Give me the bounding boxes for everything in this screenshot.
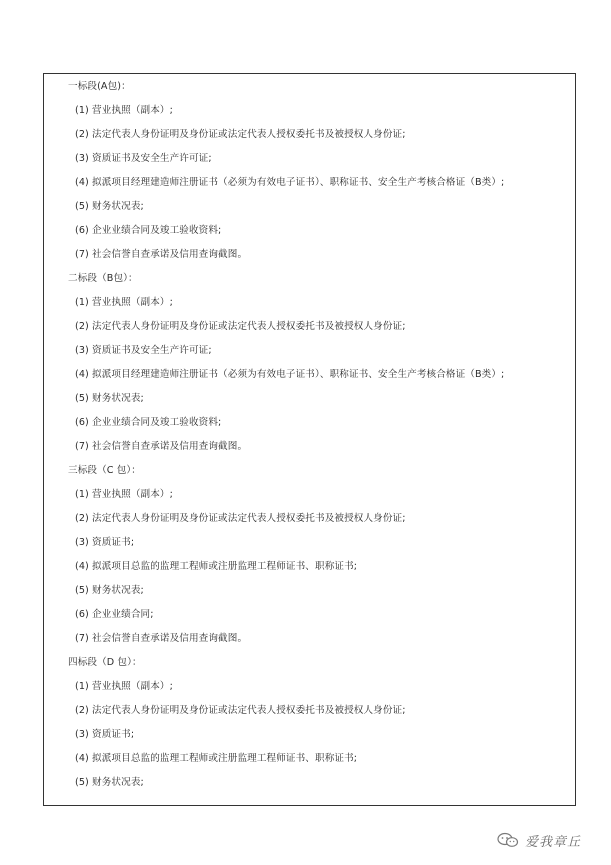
section-heading: 一标段(A包)： [68,81,131,92]
list-item: (1) 营业执照（副本）; [75,297,173,308]
list-item: (7) 社会信誉自查承诺及信用查询截图。 [75,441,248,452]
list-item: (4) 拟派项目总监的监理工程师或注册监理工程师证书、职称证书; [75,561,358,572]
list-item: (2) 法定代表人身份证明及身份证或法定代表人授权委托书及被授权人身份证; [75,513,406,524]
list-item: (1) 营业执照（副本）; [75,681,173,692]
list-item: (2) 法定代表人身份证明及身份证或法定代表人授权委托书及被授权人身份证; [75,321,406,332]
list-item: (4) 拟派项目总监的监理工程师或注册监理工程师证书、职称证书; [75,753,358,764]
list-item: (3) 资质证书及安全生产许可证; [75,345,212,356]
list-item: (1) 营业执照（副本）; [75,489,173,500]
list-item: (5) 财务状况表; [75,777,144,788]
list-item: (4) 拟派项目经理建造师注册证书（必须为有效电子证书）、职称证书、安全生产考核合格证（B类）; [75,369,505,380]
list-item: (3) 资质证书; [75,537,135,548]
list-item: (7) 社会信誉自查承诺及信用查询截图。 [75,249,248,260]
list-item: (5) 财务状况表; [75,585,144,596]
wechat-icon [497,832,519,848]
list-item: (5) 财务状况表; [75,201,144,212]
list-item: (4) 拟派项目经理建造师注册证书（必须为有效电子证书）、职称证书、安全生产考核合格证（B类）; [75,177,505,188]
list-item: (6) 企业业绩合同及竣工验收资料; [75,225,222,236]
list-item: (3) 资质证书; [75,729,135,740]
section-heading: 四标段（D 包）： [68,657,142,668]
watermark-text: 爱我章丘 [525,834,582,850]
document-content [68,80,568,800]
section-heading: 二标段（B包）： [68,273,138,284]
list-item: (2) 法定代表人身份证明及身份证或法定代表人授权委托书及被授权人身份证; [75,705,406,716]
watermark [497,830,581,850]
list-item: (2) 法定代表人身份证明及身份证或法定代表人授权委托书及被授权人身份证; [75,129,406,140]
list-item: (5) 财务状况表; [75,393,144,404]
list-item: (6) 企业业绩合同; [75,609,154,620]
list-item: (1) 营业执照（副本）; [75,105,173,116]
list-item: (3) 资质证书及安全生产许可证; [75,153,212,164]
section-heading: 三标段（C 包）： [68,465,142,476]
list-item: (6) 企业业绩合同及竣工验收资料; [75,417,222,428]
list-item: (7) 社会信誉自查承诺及信用查询截图。 [75,633,248,644]
